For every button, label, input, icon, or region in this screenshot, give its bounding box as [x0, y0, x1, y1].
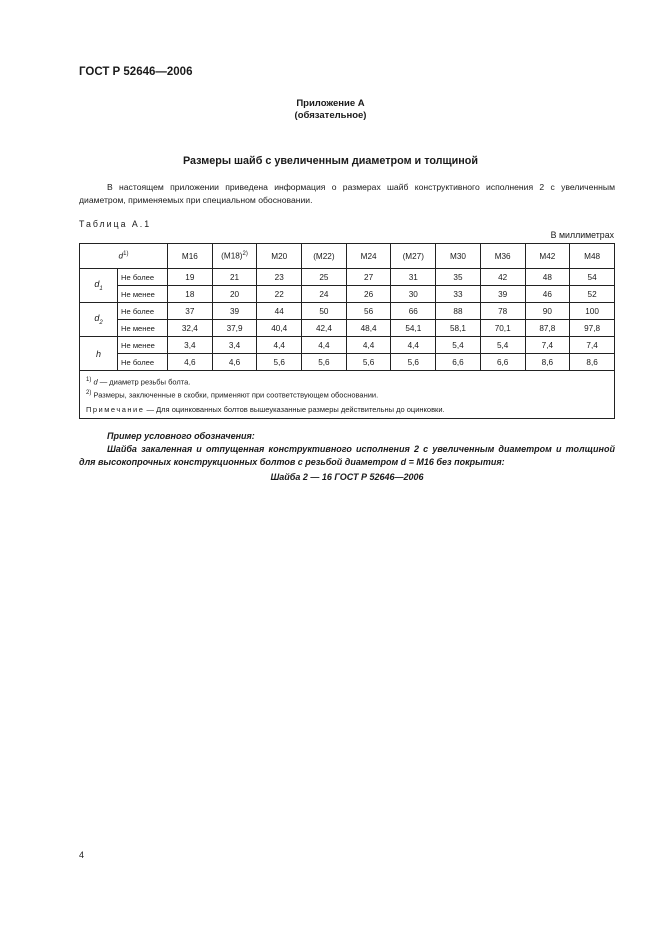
table-cell: 37 — [168, 303, 213, 320]
header-param-cell — [80, 244, 168, 269]
table-notes — [80, 371, 615, 419]
table-cell: 48,4 — [346, 320, 391, 337]
limit-condition: Не более — [118, 303, 168, 320]
example-designation: Шайба 2 — 16 ГОСТ Р 52646—2006 — [270, 472, 424, 482]
column-header — [212, 244, 257, 269]
table-cell: 8,6 — [570, 354, 615, 371]
intro-paragraph: В настоящем приложении приведена информация о размерах шайб конструктивного исполнения 2 с увеличенным диаметром, применяемых при специальном обосновании. — [79, 182, 615, 205]
table-cell: 32,4 — [168, 320, 213, 337]
table-cell: 5,4 — [480, 337, 525, 354]
limit-condition: Не менее — [118, 320, 168, 337]
param-cell — [80, 303, 118, 337]
table-cell: 78 — [480, 303, 525, 320]
table-notes-row — [80, 371, 615, 419]
table-cell: 5,6 — [391, 354, 436, 371]
param-symbol: d — [94, 313, 100, 324]
table-cell: 42 — [480, 269, 525, 286]
table-cell: 5,6 — [257, 354, 302, 371]
param-cell — [80, 269, 118, 303]
table-cell: 4,6 — [212, 354, 257, 371]
table-cell: 18 — [168, 286, 213, 303]
table-row — [80, 269, 615, 286]
column-footnote-mark: 2) — [242, 251, 248, 258]
table-cell: 7,4 — [525, 337, 570, 354]
limit-condition: Не менее — [118, 337, 168, 354]
note-label: Примечание — [86, 405, 145, 414]
column-header — [346, 244, 391, 269]
table-cell: 6,6 — [480, 354, 525, 371]
limit-condition: Не более — [118, 269, 168, 286]
table-note — [86, 404, 608, 415]
table-cell: 40,4 — [257, 320, 302, 337]
column-header-label: М36 — [494, 251, 511, 261]
table-cell: 5,6 — [302, 354, 347, 371]
table-cell: 19 — [168, 269, 213, 286]
footnote-text: Размеры, заключенные в скобки, применяют при соответствующем обосновании. — [93, 390, 379, 399]
table-cell: 42,4 — [302, 320, 347, 337]
example-body: Шайба закаленная и отпущенная конструктивного исполнения 2 с увеличенным диаметром и толщиной для высокопрочных конструкционных болтов с резьбой диаметром d = М16 без покрытия: — [79, 444, 615, 467]
table-cell: 54 — [570, 269, 615, 286]
table-cell: 31 — [391, 269, 436, 286]
param-subscript: 1 — [99, 285, 103, 292]
example-heading: Пример условного обозначения: — [107, 431, 255, 441]
designation-example — [79, 430, 615, 484]
table-cell: 25 — [302, 269, 347, 286]
param-symbol: d — [94, 279, 100, 290]
column-header-label: М16 — [181, 251, 198, 261]
table-cell: 97,8 — [570, 320, 615, 337]
note-text: — Для оцинкованных болтов вышеуказанные размеры действительны до оцинковки. — [144, 405, 445, 414]
table-cell: 44 — [257, 303, 302, 320]
table-cell: 88 — [436, 303, 481, 320]
table-cell: 26 — [346, 286, 391, 303]
header-param-footnote-mark: 1) — [123, 251, 129, 258]
table-cell: 21 — [212, 269, 257, 286]
table-cell: 46 — [525, 286, 570, 303]
table-cell: 4,4 — [257, 337, 302, 354]
table-cell: 27 — [346, 269, 391, 286]
column-header — [257, 244, 302, 269]
table-cell: 24 — [302, 286, 347, 303]
table-row — [80, 303, 615, 320]
param-subscript: 2 — [99, 319, 103, 326]
table-cell: 56 — [346, 303, 391, 320]
table-cell: 39 — [480, 286, 525, 303]
table-cell: 23 — [257, 269, 302, 286]
table-cell: 39 — [212, 303, 257, 320]
param-symbol: h — [95, 348, 101, 359]
table-cell: 8,6 — [525, 354, 570, 371]
limit-condition: Не менее — [118, 286, 168, 303]
table-cell: 4,4 — [391, 337, 436, 354]
column-header — [391, 244, 436, 269]
table-cell: 37,9 — [212, 320, 257, 337]
table-cell: 22 — [257, 286, 302, 303]
column-header — [480, 244, 525, 269]
column-header-label: М48 — [584, 251, 601, 261]
column-header-label: М24 — [360, 251, 377, 261]
footnote — [86, 375, 608, 388]
table-row — [80, 337, 615, 354]
table-cell: 48 — [525, 269, 570, 286]
column-header — [436, 244, 481, 269]
footnote — [86, 388, 608, 401]
table-cell: 4,6 — [168, 354, 213, 371]
column-header-label: М30 — [450, 251, 466, 261]
table-cell: 20 — [212, 286, 257, 303]
table-cell: 6,6 — [436, 354, 481, 371]
footnote-text: — диаметр резьбы болта. — [97, 377, 191, 387]
column-header — [570, 244, 615, 269]
table-cell: 35 — [436, 269, 481, 286]
table-cell: 50 — [302, 303, 347, 320]
table-row — [80, 354, 615, 371]
table-cell: 52 — [570, 286, 615, 303]
table-cell: 4,4 — [302, 337, 347, 354]
footnote-mark: 1) — [86, 377, 92, 383]
column-header — [168, 244, 213, 269]
table-label: Таблица А.1 — [79, 219, 152, 229]
washer-dimensions-table — [79, 243, 615, 419]
table-cell: 100 — [570, 303, 615, 320]
table-row — [80, 320, 615, 337]
table-cell: 33 — [436, 286, 481, 303]
appendix-subtitle: (обязательное) — [294, 110, 367, 121]
table-cell: 4,4 — [346, 337, 391, 354]
table-cell: 7,4 — [570, 337, 615, 354]
param-cell — [80, 337, 118, 371]
page-number: 4 — [79, 850, 85, 860]
table-cell: 90 — [525, 303, 570, 320]
column-header-label: М20 — [271, 251, 288, 261]
table-cell: 54,1 — [391, 320, 436, 337]
section-title: Размеры шайб с увеличенным диаметром и толщиной — [182, 155, 479, 167]
column-header-label: (М22) — [313, 251, 335, 261]
column-header — [302, 244, 347, 269]
column-header — [525, 244, 570, 269]
header-param: d — [118, 251, 124, 261]
table-cell: 66 — [391, 303, 436, 320]
table-cell: 3,4 — [212, 337, 257, 354]
document-code: ГОСТ Р 52646—2006 — [79, 66, 193, 78]
table-header-row — [80, 244, 615, 269]
table-units: В миллиметрах — [550, 230, 614, 240]
table-cell: 70,1 — [480, 320, 525, 337]
column-header-label: М42 — [539, 251, 556, 261]
table-cell: 30 — [391, 286, 436, 303]
column-header-label: (М18) — [221, 251, 243, 261]
appendix-heading — [0, 98, 661, 122]
footnote-mark: 2) — [86, 389, 92, 396]
table-cell: 58,1 — [436, 320, 481, 337]
table-row — [80, 286, 615, 303]
footnote-variable: d — [93, 377, 98, 387]
limit-condition: Не более — [118, 354, 168, 371]
table-cell: 3,4 — [168, 337, 213, 354]
table-cell: 5,6 — [346, 354, 391, 371]
column-header-label: (М27) — [402, 251, 424, 261]
table-cell: 5,4 — [436, 337, 481, 354]
table-cell: 87,8 — [525, 320, 570, 337]
appendix-title: Приложение А — [296, 98, 365, 109]
